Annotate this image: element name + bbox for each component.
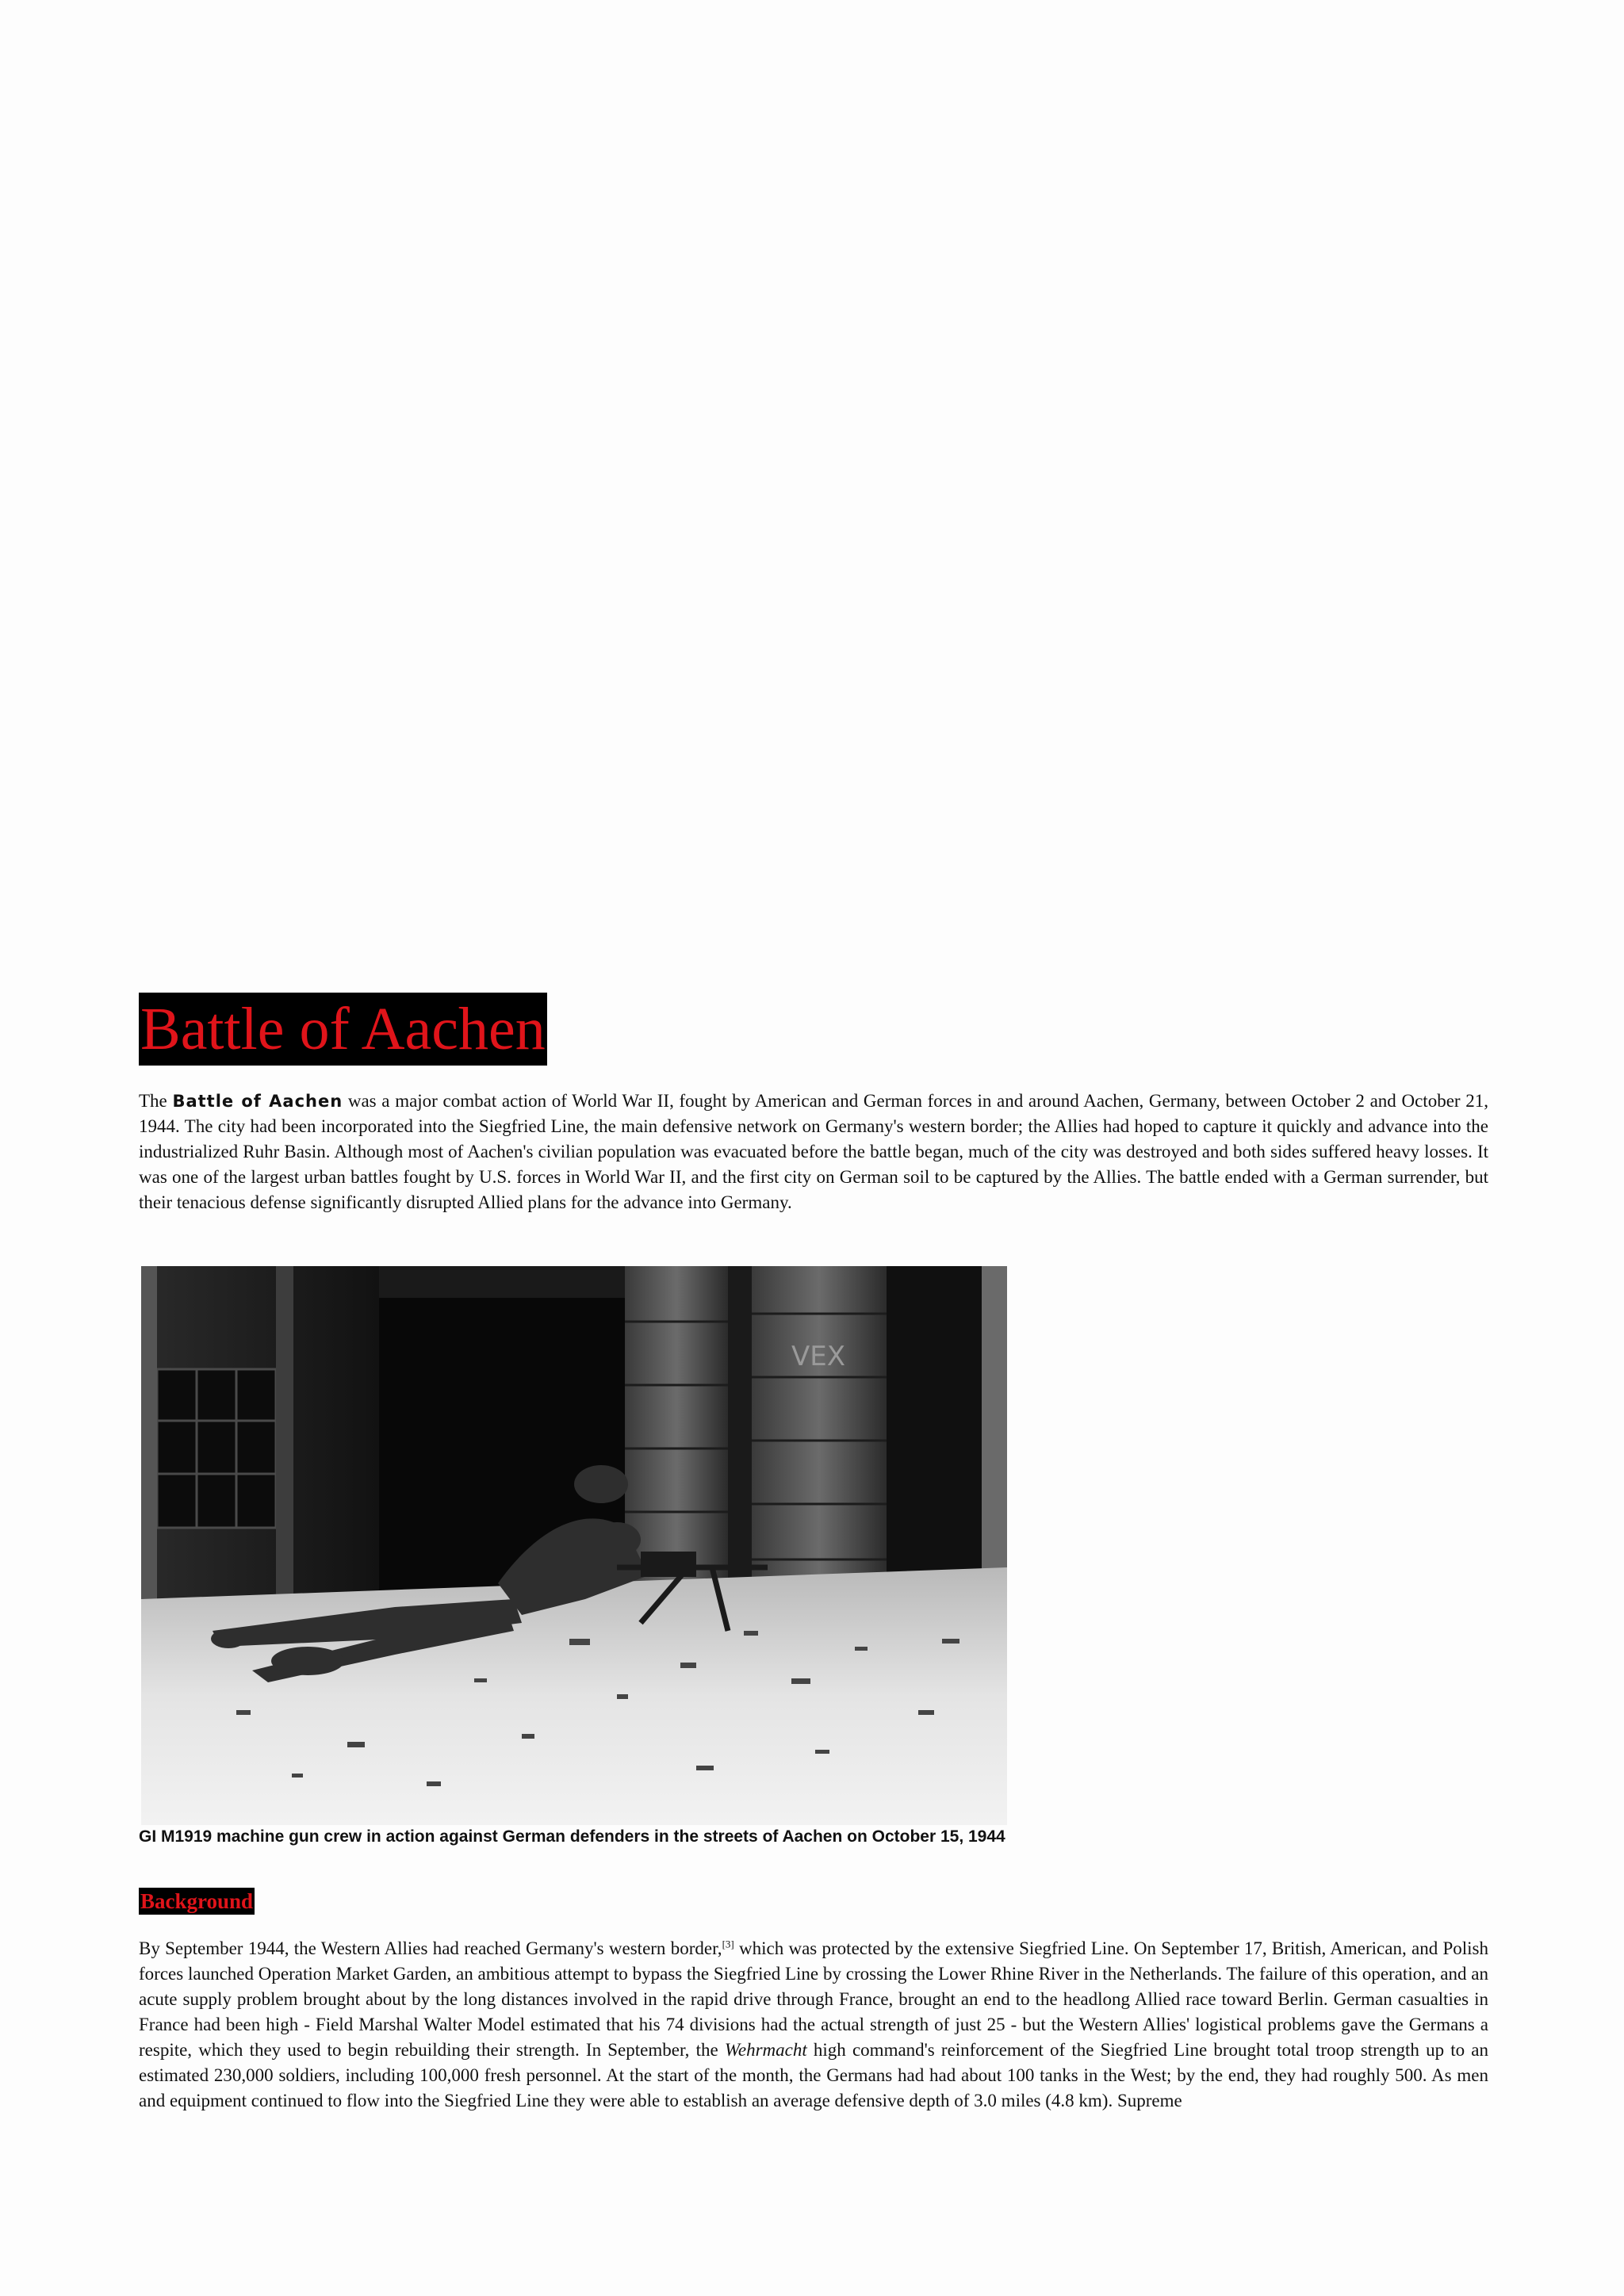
intro-text: was a major combat action of World War II, fought by American and German forces in and around Aachen, Germany, between October 2 and October 21, 1944. The city had been incorporated into the Siegfried Line, the main defensive network on Germany's western border; the Allies had hoped to capture it quickly and advance into the industrialized Ruhr Basin. Although most of Aachen's civilian population was evacuated before the battle began, much of the city was destroyed and both sides suffered heavy losses. It was one of the largest urban battles fought by U.S. forces in World War II, and the first city on German soil to be captured by the Allies. The battle ended with a German surrender, but their tenacious defense significantly disrupted Allied plans for the advance into Germany. xyxy=(139,1091,1488,1212)
figure-caption: GI M1919 machine gun crew in action against German defenders in the streets of Aachen on October 15, 1944 xyxy=(139,1827,1005,1846)
intro-term: Battle of Aachen xyxy=(172,1092,343,1111)
background-paragraph xyxy=(139,1936,1488,2114)
background-text-1: By September 1944, the Western Allies had reached Germany's western border, xyxy=(139,1938,722,1958)
background-italic-term: Wehrmacht xyxy=(724,2040,807,2060)
background-text-2: which was protected by the extensive Siegfried Line. On September 17, British, American, and Polish forces launched Operation Market Garden, an ambitious attempt to bypass the Siegfried Line by crossing the Lower Rhine River in the Netherlands. The failure of this operation, and an acute supply problem brought about by the long distances involved in the rapid drive through France, brought an end to the headlong Allied race toward Berlin. German casualties in France had been high - Field Marshal Walter Model estimated that his 74 divisions had the actual strength of just 25 - but the Western Allies' logistical problems gave the Germans a respite, which they used to begin rebuilding their strength. In September, the xyxy=(139,1938,1488,2060)
section-heading-background: Background xyxy=(140,1889,254,1913)
page-title: Battle of Aachen xyxy=(139,993,547,1066)
svg-text:VEX: VEX xyxy=(791,1341,846,1372)
battle-photo xyxy=(141,1266,1007,1825)
background-text-3: high command's reinforcement of the Siegfried Line brought total troop strength up to an estimated 230,000 soldiers, including 100,000 fresh personnel. At the start of the month, the Germans had had about 100 tanks in the West; by the end, they had roughly 500. As men and equipment continued to flow into the Siegfried Line they were able to establish an average defensive depth of 3.0 miles (4.8 km). Supreme xyxy=(139,2040,1488,2110)
intro-paragraph xyxy=(139,1089,1488,1215)
intro-lead: The xyxy=(139,1091,173,1111)
reference-link[interactable]: [3] xyxy=(722,1938,734,1950)
